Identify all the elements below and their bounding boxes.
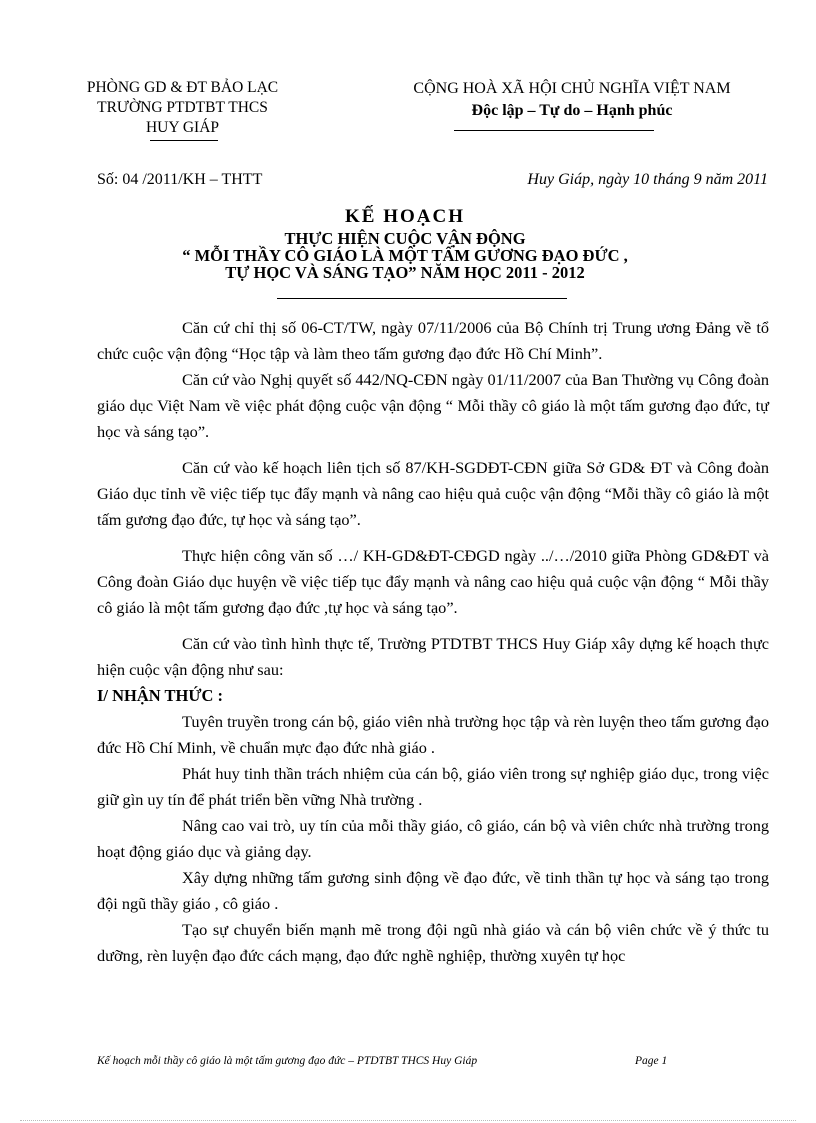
footer-divider [20, 1120, 796, 1121]
page-footer [97, 1055, 697, 1067]
subtitle-line-2: “ MỖI THẦY CÔ GIÁO LÀ MỘT TẤM GƯƠNG ĐẠO ĐỨC , [182, 246, 628, 265]
paragraph-legal-basis-5: Căn cứ vào tình hình thực tế, Trường PTDTBT THCS Huy Giáp xây dựng kế hoạch thực hiện cuộc vận động như sau: [97, 634, 769, 679]
paragraph-legal-basis-4: Thực hiện công văn số …/ KH-GD&ĐT-CĐGD ngày ../…/2010 giữa Phòng GD&ĐT và Công đoàn Giáo dục huyện về việc tiếp tục đẩy mạnh và nâng cao hiệu quả cuộc vận động “ Mỗi thầy cô giáo là một tấm gương đạo đức ,tự học và sáng tạo”. [97, 546, 769, 617]
national-motto [372, 78, 772, 122]
section-heading-1: I/ NHẬN THỨC : [97, 686, 224, 705]
subtitle-line-1: THỰC HIỆN CUỘC VẬN ĐỘNG [284, 229, 526, 248]
section1-paragraph-3: Nâng cao vai trò, uy tín của mỗi thầy giáo, cô giáo, cán bộ và viên chức nhà trường trong hoạt động giáo dục và giảng dạy. [97, 816, 769, 861]
section1-paragraph-1: Tuyên truyền trong cán bộ, giáo viên nhà trường học tập và rèn luyện theo tấm gương đạo đức Hồ Chí Minh, về chuẩn mực đạo đức nhà giáo . [97, 712, 769, 757]
document-title: KẾ HOẠCH [345, 206, 465, 227]
agency-line-1: PHÒNG GD & ĐT BẢO LẠC [86, 79, 279, 96]
section1-paragraph-2: Phát huy tinh thần trách nhiệm của cán bộ, giáo viên trong sự nghiệp giáo dục, trong việc giữ gìn uy tín để phát triển bền vững Nhà trường . [97, 764, 769, 809]
country-name: CỘNG HOÀ XÃ HỘI CHỦ NGHĨA VIỆT NAM [413, 80, 731, 97]
agency-underline [150, 140, 218, 141]
section1-paragraph-4: Xây dựng những tấm gương sinh động về đạo đức, về tinh thần tự học và sáng tạo trong đội ngũ thầy giáo , cô giáo . [97, 868, 769, 913]
document-number: Số: 04 /2011/KH – THTT [97, 171, 263, 188]
document-subtitle [140, 230, 670, 281]
page-number: Page 1 [635, 1055, 668, 1067]
agency-line-2: TRƯỜNG PTDTBT THCS [97, 99, 268, 116]
paragraph-legal-basis-1: Căn cứ chỉ thị số 06-CT/TW, ngày 07/11/2006 của Bộ Chính trị Trung ương Đảng về tổ chức cuộc vận động “Học tập và làm theo tấm gương đạo đức Hồ Chí Minh”. [97, 318, 769, 363]
motto: Độc lập – Tự do – Hạnh phúc [471, 102, 673, 119]
paragraph-legal-basis-2: Căn cứ vào Nghị quyết số 442/NQ-CĐN ngày 01/11/2007 của Ban Thường vụ Công đoàn giáo dục Việt Nam về việc phát động cuộc vận động “ Mỗi thầy cô giáo là một tấm gương đạo đức, tự học và sáng tạo”. [97, 370, 769, 441]
paragraph-legal-basis-3: Căn cứ vào kế hoạch liên tịch số 87/KH-SGDĐT-CĐN giữa Sở GD& ĐT và Công đoàn Giáo dục tỉnh về việc tiếp tục đẩy mạnh và nâng cao hiệu quả cuộc vận động “Mỗi thầy cô giáo là một tấm gương đạo đức, tự học và sáng tạo”. [97, 458, 769, 529]
subtitle-line-3: TỰ HỌC VÀ SÁNG TẠO” NĂM HỌC 2011 - 2012 [225, 263, 585, 282]
footer-text: Kế hoạch mỗi thầy cô giáo là một tấm gương đạo đức – PTDTBT THCS Huy Giáp [97, 1055, 478, 1067]
section1-paragraph-5: Tạo sự chuyển biến mạnh mẽ trong đội ngũ nhà giáo và cán bộ viên chức về ý thức tu dưỡng, rèn luyện đạo đức cách mạng, đạo đức nghề nghiệp, thường xuyên tự học [97, 920, 769, 965]
document-body [97, 315, 769, 969]
issuing-agency [70, 78, 295, 138]
agency-line-3: HUY GIÁP [145, 119, 220, 136]
motto-underline [454, 130, 654, 131]
title-underline [277, 298, 567, 299]
place-date: Huy Giáp, ngày 10 tháng 9 năm 2011 [527, 171, 768, 188]
